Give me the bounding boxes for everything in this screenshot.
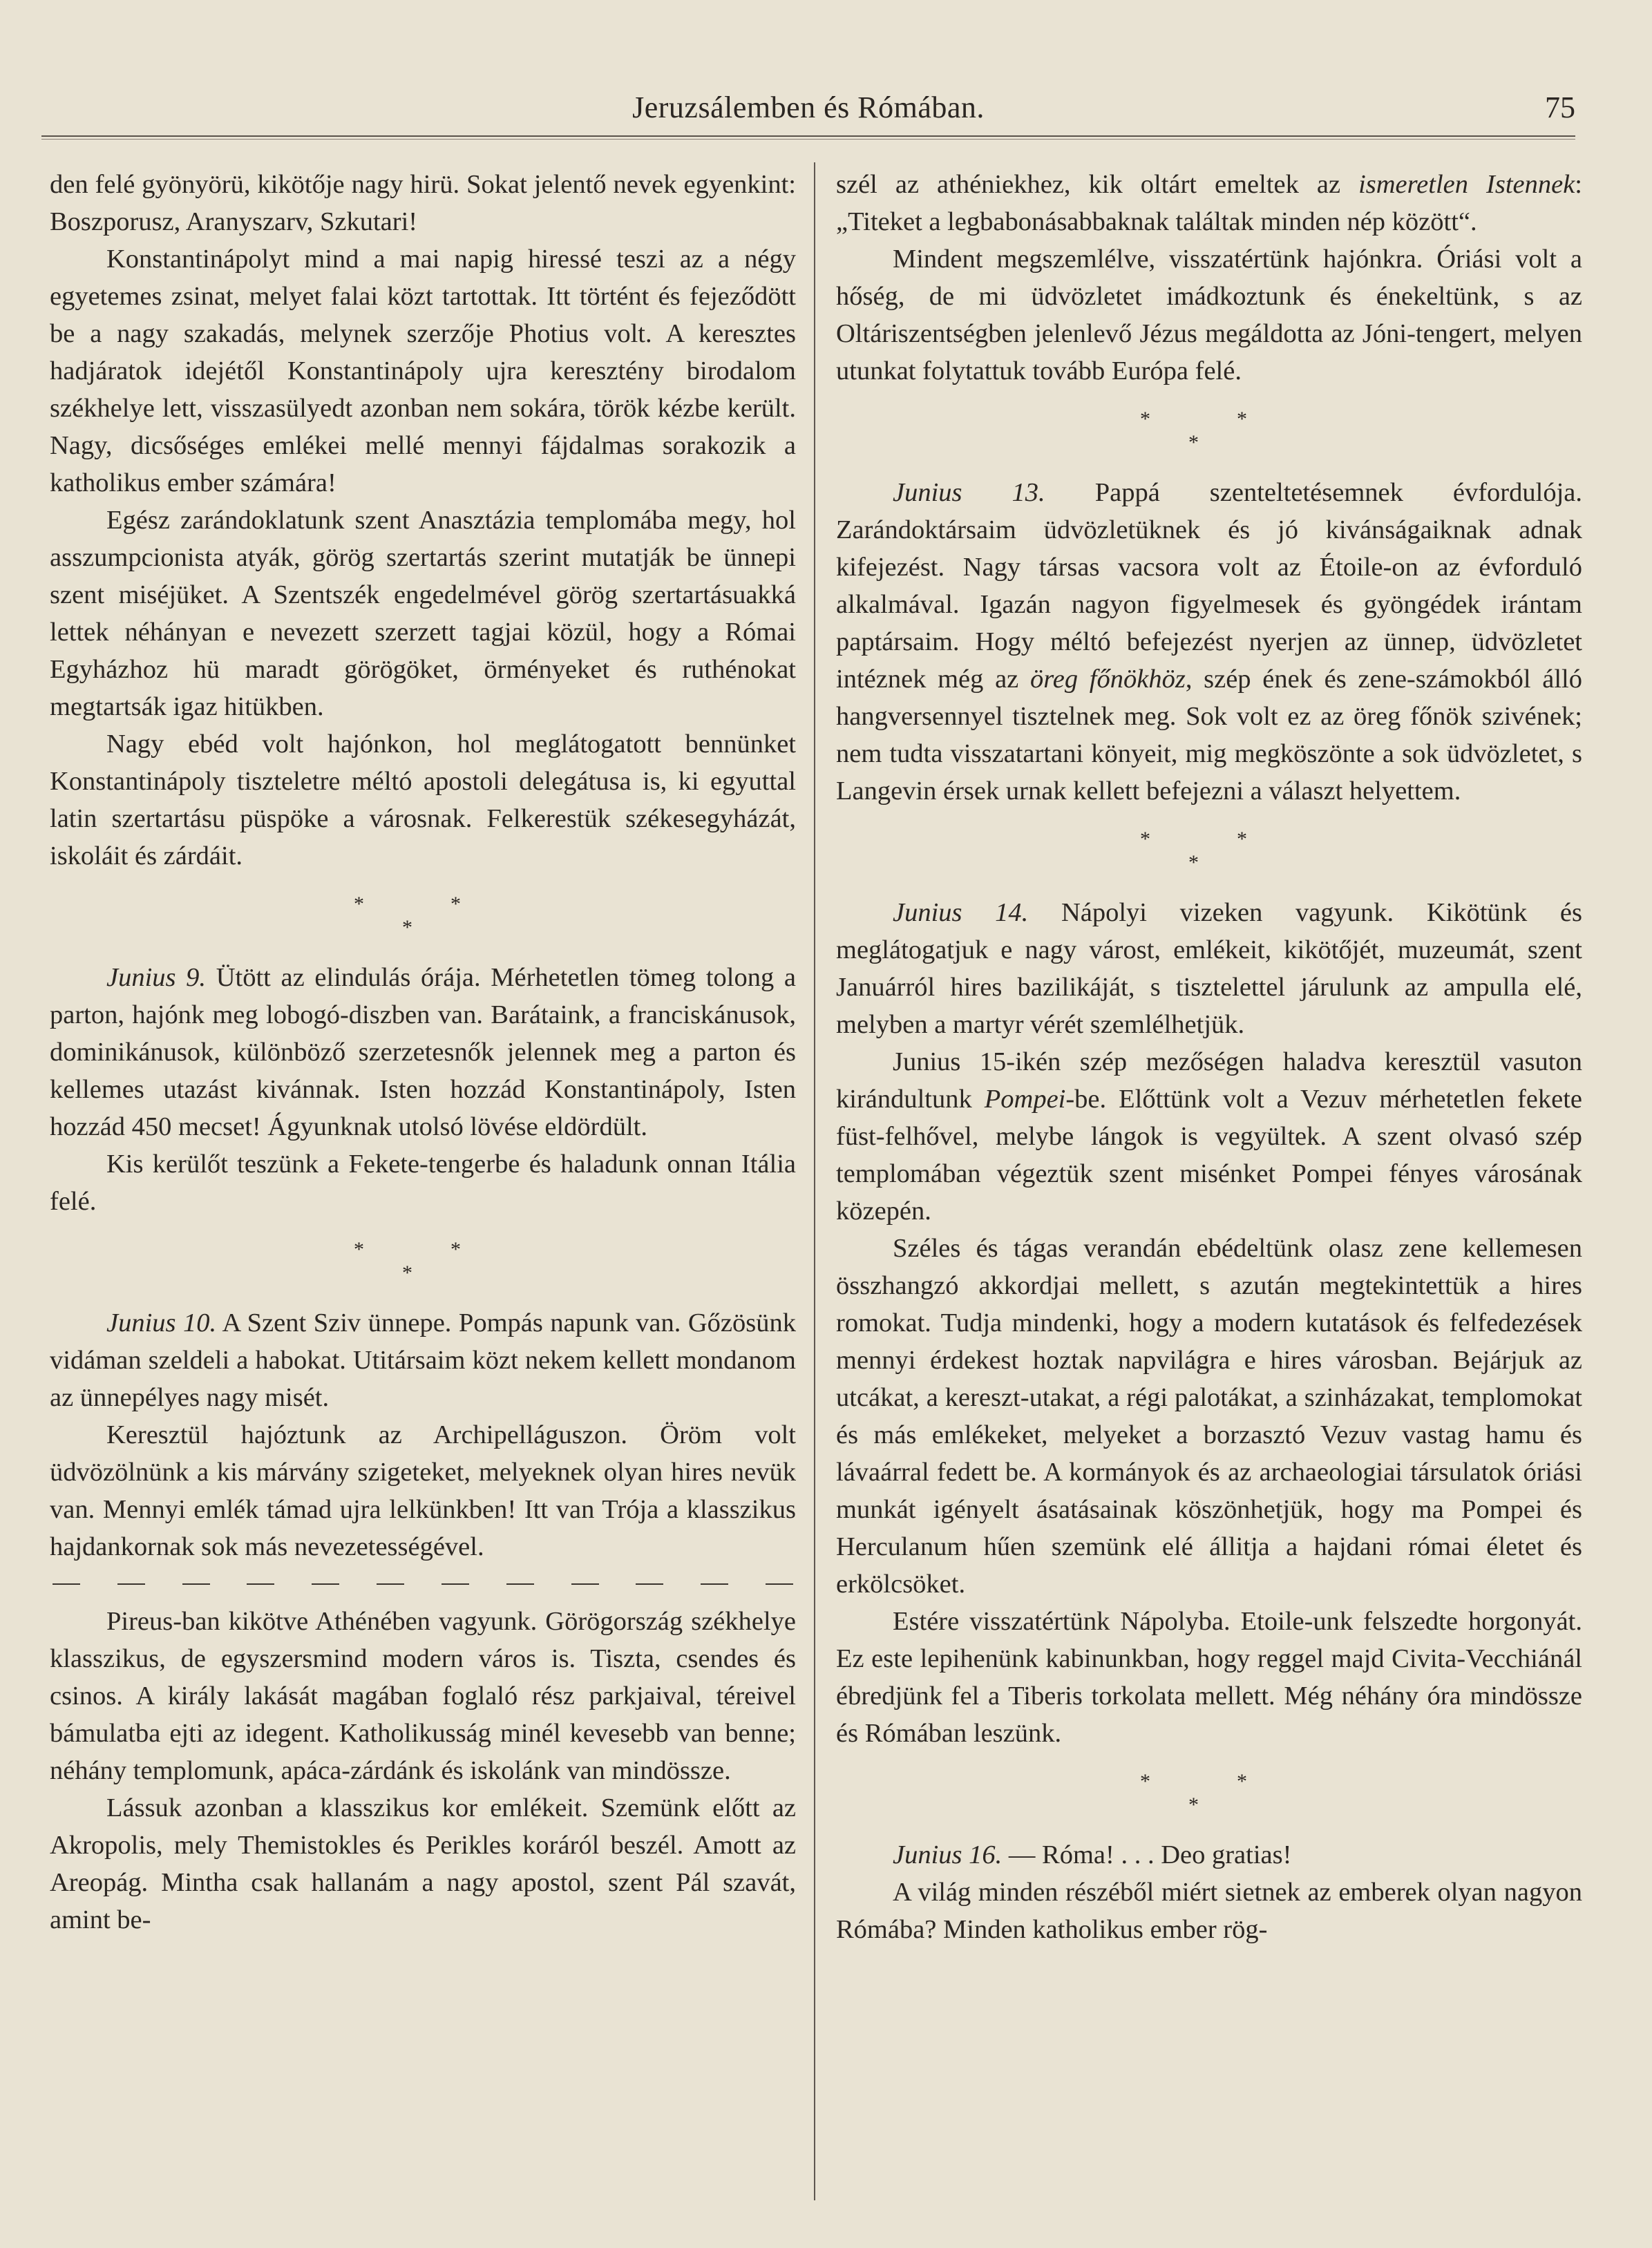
paragraph: Keresztül hajóztunk az Archipelláguszon. Öröm volt üdvözölnünk a kis márvány szigeteket, melyeknek olyan hires nevük van. Mennyi emlék támad ujra lelkünkben! Itt van Trója a klasszikus hajdankornak sok más nevezetességével. [50,1420,796,1561]
paragraph: A világ minden részéből miért sietnek az emberek olyan nagyon Rómába? Minden katholikus ember rög- [836,1878,1582,1944]
asterisk: * [1237,828,1247,850]
date-label: Junius 16. [893,1840,1003,1869]
paragraph: Junius 10. A Szent Sziv ünnepe. Pompás napunk van. Gőzösünk vidáman szeldeli a habokat. Utitársaim közt nekem kellett mondanom az ünnepélyes nagy misét. [50,1308,796,1412]
section-separator [50,1220,796,1304]
section-separator [836,810,1582,894]
column-divider [814,162,815,2200]
paragraph: Junius 16. — Róma! . . . Deo gratias! [893,1840,1292,1869]
paragraph: Pireus-ban kikötve Athénében vagyunk. Görögország székhelye klasszikus, de egyszersmind modern város is. Tiszta, csendes és csinos. A király lakását magában foglaló rész parkjaival, téreivel bámulatba ejti az idegent. Katholikusság minél kevesebb van benne; néhány templomunk, apáca-zárdánk és iskolánk van mindössze. [50,1607,796,1785]
paragraph: Estére visszatértünk Nápolyba. Etoile-unk felszedte horgonyát. Ez este lepihenünk kabinunkban, hogy reggel majd Civita-Vecchiánál ébredjünk fel a Tiberis torkolata mellett. Még néhány óra mindössze és Rómában leszünk. [836,1607,1582,1748]
paragraph: Junius 14. Nápolyi vizeken vagyunk. Kikötünk és meglátogatjuk e nagy várost, emlékeit, kikötőjét, muzeumát, szent Januárról hires bazilikáját, s tisztelettel járulunk az ampulla elé, melyben a martyr vérét szemlélhetjük. [836,898,1582,1039]
asterisk: * [1188,851,1199,874]
asterisk: * [354,893,364,915]
page-number: 75 [1545,91,1575,124]
asterisk: * [1237,1770,1247,1793]
asterisk: * [1188,1793,1199,1816]
paragraph: Junius 9. Ütött az elindulás órája. Mérhetetlen tömeg tolong a parton, hajónk meg lobogó-diszben van. Barátaink, a franciskánusok, dominikánusok, különböző szerzetesnők jelennek meg a parton és kellemes utazást kivánnak. Isten hozzád Konstantinápoly, Isten hozzád 450 mecset! Ágyunknak utolsó lövése eldördült. [50,963,796,1141]
running-title: Jeruzsálemben és Rómában. [632,91,985,124]
page-header [41,90,1575,138]
section-separator [836,390,1582,474]
paragraph: Kis kerülőt teszünk a Fekete-tengerbe és haladunk onnan Itália felé. [50,1150,796,1216]
asterisk: * [1237,408,1247,430]
date-label: Junius 9. [106,963,207,992]
section-separator [50,875,796,959]
asterisk: * [402,1261,412,1284]
section-separator [836,1752,1582,1836]
asterisk: * [450,1238,461,1261]
paragraph: Lássuk azonban a klasszikus kor emlékeit. Szemünk előtt az Akropolis, mely Themistokles és Perikles koráról beszél. Amott az Areopág. Mintha csak hallanám a nagy apostol, szent Pál szavát, amint be- [50,1793,796,1934]
left-column [50,166,796,1939]
paragraph: Junius 15-ikén szép mezőségen haladva keresztül vasuton kirándultunk Pompei-be. Előttünk volt a Vezuv mérhetetlen fekete füst-felhővel, melybe lángok is vegyültek. A szent olvasó szép templomában végeztük szent misénket Pompei fényes városának közepén. [836,1047,1582,1226]
header-rule [41,135,1575,140]
asterisk: * [1140,828,1150,850]
paragraph: den felé gyönyörü, kikötője nagy hirü. Sokat jelentő nevek egyenkint: Boszporusz, Aranyszarv, Szkutari! [50,170,796,236]
asterisk: * [450,893,461,915]
asterisk: * [1140,408,1150,430]
paragraph: Nagy ebéd volt hajónkon, hol meglátogatott bennünket Konstantinápoly tiszteletre méltó apostoli delegátusa is, ki egyuttal latin szertartásu püspöke a városnak. Felkerestük székesegyházát, iskoláit és zárdáit. [50,730,796,870]
asterisk: * [402,916,412,939]
paragraph: Junius 13. Pappá szenteltetésemnek évfordulója. Zarándoktársaim üdvözletüknek és jó kivánságaiknak adnak kifejezést. Nagy társas vacsora volt az Étoile-on az évforduló alkalmával. Igazán nagyon figyelmesek és gyöngédek irántam paptársaim. Hogy méltó befejezést nyerjen az ünnep, üdvözletet intéznek még az öreg főnökhöz, szép ének és zene-számokból álló hangversennyel tisztelnek meg. Sok volt ez az öreg főnök szivének; nem tudta visszatartani könyeit, mig megköszönte a sok üdvözletet, s Langevin érsek urnak kellett befejezni a választ helyettem. [836,478,1582,806]
right-column [836,166,1582,1948]
date-label: Junius 14. [893,898,1029,927]
asterisk: * [354,1238,364,1261]
date-label: Junius 13. [893,478,1045,507]
asterisk: * [1188,431,1199,454]
dash-separator [50,1565,796,1603]
paragraph: Széles és tágas verandán ebédeltünk olasz zene kellemesen összhangzó akkordjai mellett, s azután megtekintettük a hires romokat. Tudja mindenki, hogy a modern kutatások és felfedezések mennyi érdekest hoztak napvilágra e hires városban. Bejárjuk az utcákat, a kereszt-utakat, a régi palotákat, a szinházakat, templomokat és más emlékeket, melyeket a borzasztó Vezuv vastag hamu és lávaárral fedett be. A kormányok és az archaeologiai társulatok óriási munkát igényelt ásatásainak köszönhetjük, hogy ma Pompei és Herculanum hűen szemünk elé állitja a hajdani római életet és erkölcsöket. [836,1234,1582,1599]
paragraph: Mindent megszemlélve, visszatértünk hajónkra. Óriási volt a hőség, de mi üdvözletet imádkoztunk és énekeltünk, s az Oltáriszentségben jelenlevő Jézus megáldotta az Jóni-tengert, melyen utunkat folytattuk tovább Európa felé. [836,245,1582,385]
paragraph: szél az athéniekhez, kik oltárt emeltek az ismeretlen Istennek: „Titeket a legbabonásabbaknak találtak minden nép között“. [836,170,1582,236]
date-label: Junius 10. [106,1308,217,1337]
asterisk: * [1140,1770,1150,1793]
paragraph: Konstantinápolyt mind a mai napig hiressé teszi az a négy egyetemes zsinat, melyet falai közt tartottak. Itt történt és fejeződött be a nagy szakadás, melynek szerzője Photius volt. A keresztes hadjáratok idejétől Konstantinápoly ujra keresztény birodalom székhelye lett, visszasülyedt azonban nem sokára, török kézbe került. Nagy, dicsőséges emlékei mellé mennyi fájdalmas sorakozik a katholikus ember számára! [50,245,796,497]
paragraph: Egész zarándoklatunk szent Anasztázia templomába megy, hol asszumpcionista atyák, görög szertartás szerint mutatják be ünnepi szent miséjüket. A Szentszék engedelmével görög szertartásuakká lettek néhányan e nevezett szerzett tagjai közül, hogy a Római Egyházhoz hü maradt görögöket, örményeket és ruthénokat megtartsák igaz hitükben. [50,506,796,721]
